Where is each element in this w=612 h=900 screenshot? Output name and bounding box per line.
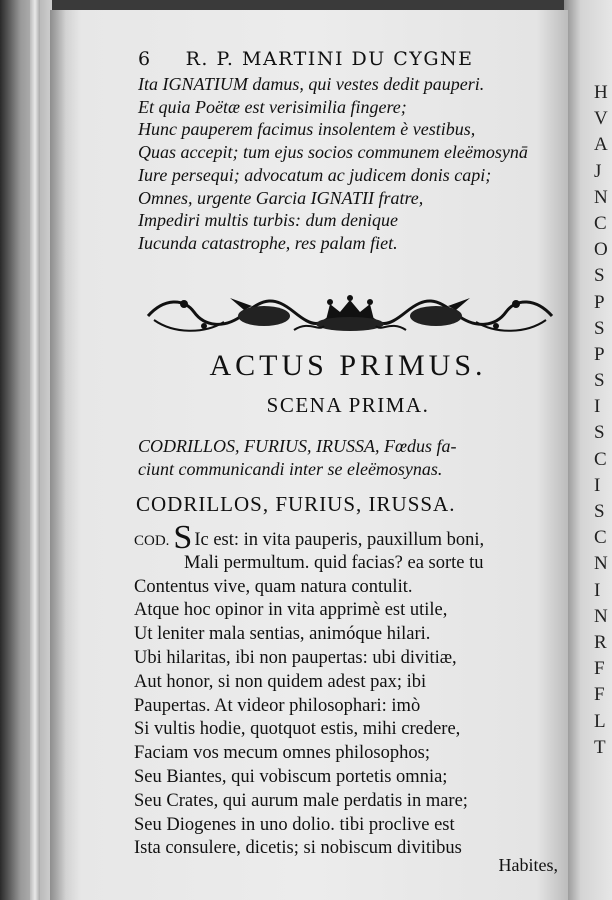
headpiece-ornament	[144, 290, 556, 338]
argument-line: Iucunda catastrophe, res palam fiet.	[138, 232, 398, 253]
facing-page-letter: I	[594, 474, 601, 496]
persons-line: CODRILLOS, FURIUS, IRUSSA, Fœdus fa-	[138, 436, 457, 456]
facing-page-letters	[594, 80, 612, 761]
facing-page-letter: S	[594, 422, 605, 444]
facing-page-letter: R	[594, 631, 607, 653]
facing-page-letter: S	[594, 317, 605, 339]
argument-line: Hunc pauperem facimus insolentem è vestibus,	[138, 119, 476, 140]
facing-page-letter: F	[594, 684, 605, 706]
verse-line: Seu Diogenes in uno dolio. tibi proclive est	[134, 814, 455, 835]
facing-page-letter: C	[594, 212, 607, 234]
verse-block	[134, 519, 574, 861]
verse-line: Seu Biantes, qui vobiscum portetis omnia;	[134, 766, 448, 787]
verse-line: Ut leniter mala sentias, animóque hilari.	[134, 624, 431, 645]
facing-page-letter: S	[594, 265, 605, 287]
argument-line: Et quia Poëtæ est verisimilia fingere;	[138, 96, 407, 117]
verse-line: Aut honor, si non quidem adest pax; ibi	[134, 671, 427, 692]
verse-line: Si vultis hodie, quotquot estis, mihi credere,	[134, 719, 461, 740]
facing-page-letter: O	[594, 239, 608, 261]
verse-line: Mali permultum. quid facias? ea sorte tu	[184, 552, 484, 573]
argument-text	[138, 73, 568, 255]
verse-line: Contentus vive, quam natura contulit.	[134, 576, 413, 597]
verse-line: Atque hoc opinor in vita apprimè est utile,	[134, 600, 448, 621]
facing-page-letter: F	[594, 658, 605, 680]
facing-page-letter: S	[594, 370, 605, 392]
drop-capital: S	[173, 519, 193, 556]
verse-lines	[134, 552, 574, 861]
facing-page-letter: C	[594, 448, 607, 470]
facing-page-letter: I	[594, 579, 601, 601]
running-head	[138, 48, 558, 70]
page-number: 6	[138, 48, 152, 70]
argument-line: Iure persequi; advocatum ac judicem donis capi;	[138, 164, 492, 185]
verse-line: Faciam vos mecum omnes philosophos;	[134, 743, 430, 764]
act-title: ACTUS PRIMUS.	[209, 349, 487, 382]
speaker-label: COD.	[134, 533, 170, 549]
persons-line: ciunt communicandi inter se eleëmosynas.	[138, 459, 443, 479]
facing-page-letter: H	[594, 82, 608, 103]
facing-page-letter: T	[594, 736, 606, 758]
facing-page-letter: N	[594, 186, 608, 208]
verse-line-first	[134, 519, 574, 556]
argument-line: Omnes, urgente Garcia IGNATII fratre,	[138, 187, 424, 208]
running-title: R. P. MARTINI DU CYGNE	[185, 48, 474, 70]
verse-line: Ubi hilaritas, ibi non paupertas: ubi divitiæ,	[134, 647, 457, 668]
argument-line: Impediri multis turbis: dum denique	[138, 210, 398, 231]
argument-line: Quas accepit; tum ejus socios communem eleëmosynā	[138, 142, 528, 163]
verse-line-text: Ic est: in vita pauperis, pauxillum boni,	[194, 530, 485, 550]
facing-page-letter: P	[594, 291, 605, 313]
facing-page-letter: A	[594, 134, 608, 156]
speakers-heading: CODRILLOS, FURIUS, IRUSSA.	[136, 492, 456, 516]
spine-shadow	[50, 10, 66, 900]
facing-page-letter: P	[594, 343, 605, 365]
facing-page-letter: I	[594, 396, 601, 418]
facing-page-letter: N	[594, 605, 608, 627]
facing-page-letter: S	[594, 501, 605, 522]
verse-line: Ista consulere, dicetis; si nobiscum divitibus	[134, 838, 462, 859]
catchword: Habites,	[498, 855, 558, 875]
verse-line: Seu Crates, qui aurum male perdatis in mare;	[134, 790, 468, 811]
left-page-edge	[0, 0, 52, 900]
argument-line: Ita IGNATIUM damus, qui vestes dedit pauperi.	[138, 74, 485, 94]
facing-page-letter: C	[594, 527, 607, 549]
facing-page-letter: V	[594, 108, 608, 130]
scene-persons-note	[138, 435, 568, 481]
scene-title: SCENA PRIMA.	[266, 393, 430, 417]
verse-line: Paupertas. At videor philosophari: imò	[134, 695, 421, 716]
page-edge	[30, 0, 40, 900]
facing-page-letter: L	[594, 710, 606, 732]
facing-page-letter: J	[594, 160, 602, 182]
facing-page-letter: N	[594, 553, 608, 575]
